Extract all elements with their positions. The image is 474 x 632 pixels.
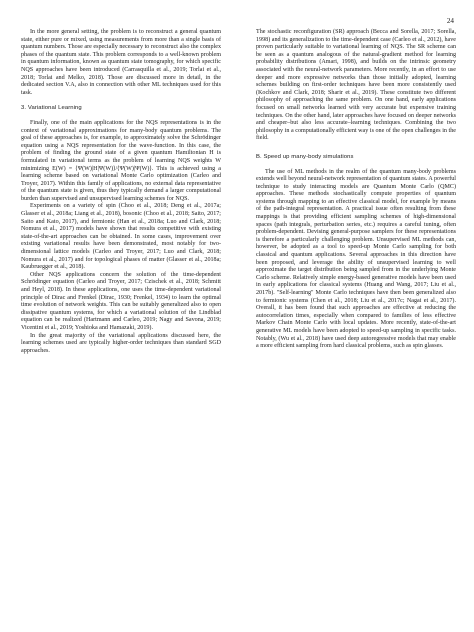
right-para-1: The stochastic reconfiguration (SR) approach (Becca and Sorella, 2017; Sorella, 1998) and its generalization to the time-dependent case (Carleo et al., 2012), have proven particularly suitable to variational learning of NQS. The SR scheme can be seen as a quantum analogous of the natural-gradient method for learning probability distributions (Amari, 1998), and builds on the intrinsic geometry associated with the neural-network parameters. More recently, in an effort to use deeper and more expressive networks than those initially adopted, learning schemes building on first-order techniques have been more consistently used (Kochkov and Clark, 2018; Sharir et al., 2019). These constitute two different philosophy of approaching the same problem. On one hand, early applications focused on small networks learned with very accurate but expensive training techniques. On the other hand, later approaches have focused on deeper networks and cheaper–but also less accurate–learning techniques. Combining the two philosophy in a computationally efficient way is one of the open challenges in the field.	[256, 29, 456, 142]
page-number: 24	[446, 17, 454, 25]
section-heading-speed-up: B. Speed up many-body simulations	[256, 153, 354, 160]
left-para-2: Finally, one of the main applications for the NQS representations is in the context of variational approximations for many-body quantum problems. The goal of these approaches is, for example, to approximately solve the Schrödinger equation using a NQS representation for the wave-function. In this case, the problem of finding the ground state of a given quantum Hamiltonian H is formulated in variational terms as the problem of learning NQS weights W minimizing E(W) = ⟨Ψ(W)|H|Ψ(W)⟩/⟨Ψ(W)|Ψ(W)⟩. This is achieved using a learning scheme based on variational Monte Carlo optimization (Carleo and Troyer, 2017). Within this family of applications, no external data representative of the quantum state is given, thus they typically demand a larger computational burden than supervised and unsupervised learning schemes for NQS.	[21, 119, 221, 202]
left-para-3: Experiments on a variety of spin (Choo et al., 2018; Deng et al., 2017a; Glasser et al., 2018a; Liang et al., 2018), bosonic (Choo et al., 2018; Saito, 2017; Saito and Kato, 2017), and fermionic (Han et al., 2018a; Luo and Clark, 2018; Nomura et al., 2017) models have shown that results competitive with existing state-of-the-art approaches can be obtained. In some cases, improvement over existing variational results have been demonstrated, most notably for two-dimensional lattice models (Carleo and Troyer, 2017; Luo and Clark, 2018; Nomura et al., 2017) and for topological phases of matter (Glasser et al., 2018a; Kaubruegger et al., 2018).	[21, 203, 221, 271]
right-column	[256, 29, 456, 351]
left-para-5: In the great majority of the variational applications discussed here, the learning schemes used are typically higher-order techniques than standard SGD approaches.	[21, 332, 221, 354]
left-column	[21, 29, 221, 355]
left-para-1: In the more general setting, the problem is to reconstruct a general quantum state, either pure or mixed, using measurements from more than a single basis of quantum numbers. Those are especially necessary to reconstruct also the complex phases of the quantum state. This problem corresponds to a well-known problem in quantum information, known as quantum state tomography, for which specific NQS approaches have been introduced (Carrasquilla et al., 2019; Torlai et al., 2018; Torlai and Melko, 2018). Those are discussed more in detail, in the dedicated section V.A, also in connection with other ML techniques used for this task.	[21, 29, 221, 96]
section-heading-variational-learning: 3. Variational Learning	[21, 105, 82, 112]
left-para-4: Other NQS applications concern the solution of the time-dependent Schrödinger equation (Carleo and Troyer, 2017; Czischek et al., 2018; Schmitt and Heyl, 2018). In these applications, one uses the time-dependent variational principle of Dirac and Frenkel (Dirac, 1930; Frenkel, 1934) to learn the optimal time evolution of network weights. This can be suitably generalized also to open dissipative quantum systems, for which a variational solution of the Lindblad equation can be realized (Hartmann and Carleo, 2019; Nagy and Savona, 2019; Vicentini et al., 2019; Yoshioka and Hamazaki, 2019).	[21, 271, 221, 331]
right-para-2: The use of ML methods in the realm of the quantum many-body problems extends well beyond neural-network representation of quantum states. A powerful technique to study interacting models are Quantum Monte Carlo (QMC) approaches. These methods stochastically compute properties of quantum systems through mapping to an effective classical model, for example by means of the path-integral representation. A practical issue often resulting from these mappings is that providing efficient sampling schemes of high-dimensional spaces (path integrals, perturbation series, etc.) requires a careful tuning, often problem-dependent. Devising general-purpose samplers for these representations is therefore a particularly challenging problem. Unsupervised ML methods can, however, be adopted as a tool to speed-up Monte Carlo sampling for both classical and quantum applications. Several approaches in this direction have been proposed, and leverage the ability of unsupervised learning to well approximate the target distribution being sampled from in the underlying Monte Carlo scheme. Relatively simple energy-based generative models have been used in early applications for classical systems (Huang and Wang, 2017; Liu et al., 2017b). "Self-learning" Monte Carlo techniques have then been generalized also to fermionic systems (Chen et al., 2018; Liu et al., 2017c; Nagai et al., 2017). Overall, it has been found that such approaches are effective at reducing the autocorrelation times, especially when compared to families of less effective Markov Chain Monte Carlo with local updates. More recently, state-of-the-art generative ML models have been adopted to speed-up sampling in specific tasks. Notably, (Wu et al., 2018) have used deep autoregressive models that may enable a more efficient sampling from hard classical problems, such as spin glasses.	[256, 168, 456, 350]
